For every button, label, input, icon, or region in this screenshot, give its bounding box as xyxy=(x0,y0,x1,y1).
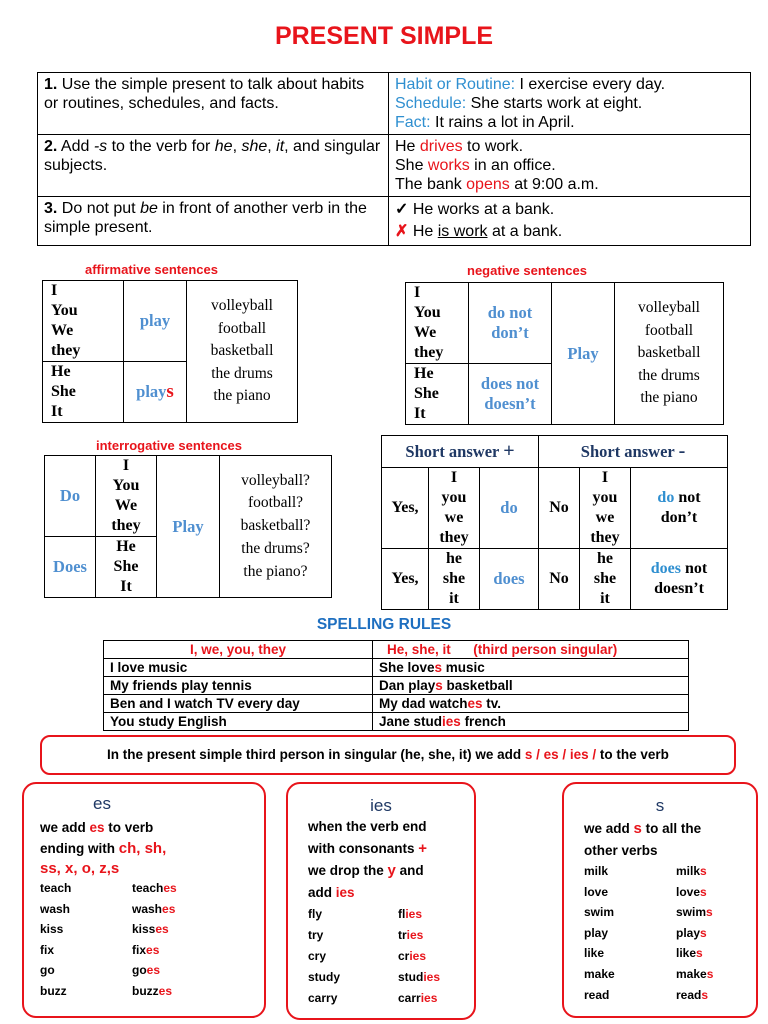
rule-row xyxy=(38,73,751,135)
interrogative-heading: interrogative sentences xyxy=(96,438,242,453)
interrogative-table xyxy=(44,455,332,598)
check-icon: ✓ xyxy=(395,201,409,218)
spelling-table xyxy=(103,640,689,731)
spelling-header-row xyxy=(104,641,689,659)
aux-plural: Do xyxy=(45,456,96,537)
pronouns-singular: he she it xyxy=(429,549,480,610)
verb: Play xyxy=(157,456,220,598)
ies-rule-box xyxy=(286,782,476,1020)
rule-row xyxy=(38,197,751,246)
ies-examples: fly try cry study carry flies tries cries studies carries xyxy=(308,907,441,1005)
s-examples: milk love swim play like make read milks loves swims plays likes makes reads xyxy=(584,864,714,1002)
pronouns-singular: he she it xyxy=(580,549,631,610)
es-rule-text: we add es to verb ending with ch, sh, ss, x, o, z,s xyxy=(40,820,167,877)
negative-table xyxy=(405,282,724,425)
pronouns-plural: I you we they xyxy=(429,468,480,549)
pronouns-plural: I You We they xyxy=(43,281,124,362)
no-label: No xyxy=(539,468,580,549)
aux-negative: do not don’t xyxy=(631,468,728,549)
yes-label: Yes, xyxy=(382,549,429,610)
aux-positive: does xyxy=(480,549,539,610)
rule-row xyxy=(38,135,751,197)
spelling-row: You study English Jane studies french xyxy=(104,713,689,731)
spelling-header-left: I, we, you, they xyxy=(104,641,373,659)
object-list: volleyball? football? basketball? the drums? the piano? xyxy=(220,456,332,598)
rule-examples: He drives to work. She works in an office. The bank opens at 9:00 a.m. xyxy=(389,135,751,197)
pronouns-plural: I You We they xyxy=(406,283,469,364)
es-examples: teach wash kiss fix go buzz teaches washes kisses fixes goes buzzes xyxy=(40,881,177,998)
short-answer-table xyxy=(381,435,728,610)
pronouns-singular: He She It xyxy=(43,362,124,423)
s-rule-box xyxy=(562,782,758,1018)
verb-plural: play xyxy=(124,281,187,362)
rule-examples: ✓ He works at a bank. ✗ He is work at a bank. xyxy=(389,197,751,246)
rule-description: 1. Use the simple present to talk about habits or routines, schedules, and facts. xyxy=(38,73,389,135)
no-label: No xyxy=(539,549,580,610)
aux-singular: does not doesn’t xyxy=(469,364,552,425)
usage-rules-table xyxy=(37,72,751,246)
aux-plural: do not don’t xyxy=(469,283,552,364)
yes-label: Yes, xyxy=(382,468,429,549)
aux-positive: do xyxy=(480,468,539,549)
es-rule-box xyxy=(22,782,266,1018)
es-title: es xyxy=(93,794,111,813)
spelling-header-right: He, she, it (third person singular) xyxy=(373,641,689,659)
rule-examples: Habit or Routine: I exercise every day. Schedule: She starts work at eight. Fact: It rains a lot in April. xyxy=(389,73,751,135)
rule-banner: In the present simple third person in singular (he, she, it) we add s / es / ies / to the verb xyxy=(40,735,736,775)
short-answer-positive-header: Short answer + xyxy=(382,436,539,468)
ies-rule-text: when the verb end with consonants + we drop the y and add ies xyxy=(308,819,428,900)
s-title: s xyxy=(655,796,665,815)
cross-icon: ✗ xyxy=(395,223,409,240)
spelling-row: My friends play tennis Dan plays basketball xyxy=(104,677,689,695)
spelling-row: Ben and I watch TV every day My dad watches tv. xyxy=(104,695,689,713)
s-rule-text: we add s to all the other verbs xyxy=(584,820,702,858)
short-answer-negative-header: Short answer - xyxy=(539,436,728,468)
spelling-row: I love music She loves music xyxy=(104,659,689,677)
pronouns-singular: He She It xyxy=(406,364,469,425)
pronouns-plural: I You We they xyxy=(96,456,157,537)
negative-heading: negative sentences xyxy=(467,263,587,278)
page-title: PRESENT SIMPLE xyxy=(274,22,494,50)
aux-singular: Does xyxy=(45,537,96,598)
aux-negative: does not doesn’t xyxy=(631,549,728,610)
verb: Play xyxy=(552,283,615,425)
affirmative-table xyxy=(42,280,298,423)
rule-description: 2. Add -s to the verb for he, she, it, and singular subjects. xyxy=(38,135,389,197)
pronouns-plural: I you we they xyxy=(580,468,631,549)
verb-singular: plays xyxy=(124,362,187,423)
pronouns-singular: He She It xyxy=(96,537,157,598)
ies-title: ies xyxy=(370,796,392,815)
affirmative-heading: affirmative sentences xyxy=(85,262,218,277)
spelling-title: SPELLING RULES xyxy=(316,616,452,633)
rule-description: 3. Do not put be in front of another verb in the simple present. xyxy=(38,197,389,246)
object-list: volleyball football basketball the drums the piano xyxy=(615,283,724,425)
object-list: volleyball football basketball the drums the piano xyxy=(187,281,298,423)
